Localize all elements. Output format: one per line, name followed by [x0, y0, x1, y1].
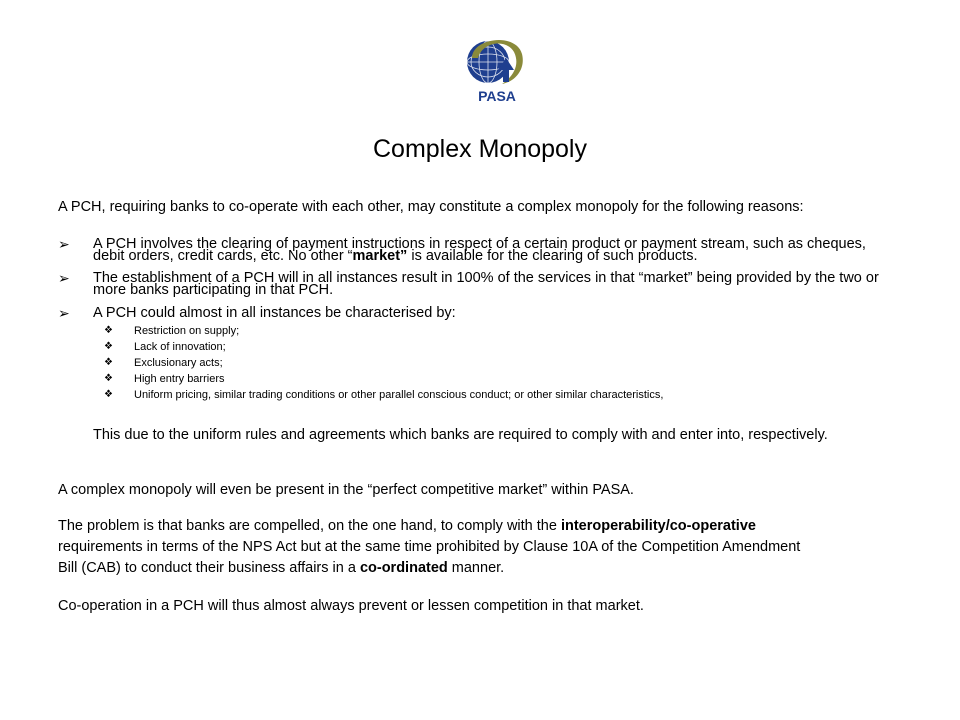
bullet-1-text-b: is available for the clearing of such products.	[407, 248, 698, 264]
complex-monopoly-paragraph: A complex monopoly will even be present in the “perfect competitive market” within PASA.	[58, 482, 634, 498]
problem-bold-coordinated: co-ordinated	[359, 560, 448, 576]
diamond-bullet-icon: ❖	[104, 341, 113, 352]
page-title: Complex Monopoly	[373, 135, 587, 163]
bullet-2-text: The establishment of a PCH will in all instances result in 100% of the services in that “market” being provided by the two or more banks participating in that PCH.	[93, 270, 879, 298]
arrowhead-bullet-icon: ➢	[58, 270, 70, 286]
bullet-1-text-a: A PCH involves the clearing of payment instructions in respect of a certain product or payment stream, such as cheques, debit orders, credit cards, etc. No other “	[93, 236, 866, 264]
bullet-1-bold: market”	[352, 248, 408, 264]
problem-line-1: The problem is that banks are compelled, on the one hand, to comply with the interoperability/co-operative	[58, 518, 756, 534]
diamond-bullet-icon: ❖	[104, 389, 113, 400]
diamond-bullet-icon: ❖	[104, 357, 113, 368]
problem-bold-interoperability: interoperability/co-operative	[560, 518, 756, 534]
logo-text: PASA	[478, 88, 516, 104]
bullet-3-text: A PCH could almost in all instances be characterised by:	[93, 305, 456, 321]
problem-line-2: requirements in terms of the NPS Act but at the same time prohibited by Clause 10A of the Competition Amendment	[58, 539, 801, 555]
intro-paragraph: A PCH, requiring banks to co-operate with each other, may constitute a complex monopoly for the following reasons:	[58, 199, 804, 215]
diamond-bullet-icon: ❖	[104, 325, 113, 336]
this-due-paragraph: This due to the uniform rules and agreements which banks are required to comply with and enter into, respectively.	[93, 427, 828, 443]
arrowhead-bullet-icon: ➢	[58, 236, 70, 252]
problem-line-3: Bill (CAB) to conduct their business affairs in a co-ordinated manner.	[58, 560, 505, 576]
diamond-bullet-icon: ❖	[104, 373, 113, 384]
pasa-logo	[458, 30, 536, 104]
arrowhead-bullet-icon: ➢	[58, 305, 70, 321]
cooperation-paragraph: Co-operation in a PCH will thus almost always prevent or lessen competition in that market.	[58, 598, 644, 614]
